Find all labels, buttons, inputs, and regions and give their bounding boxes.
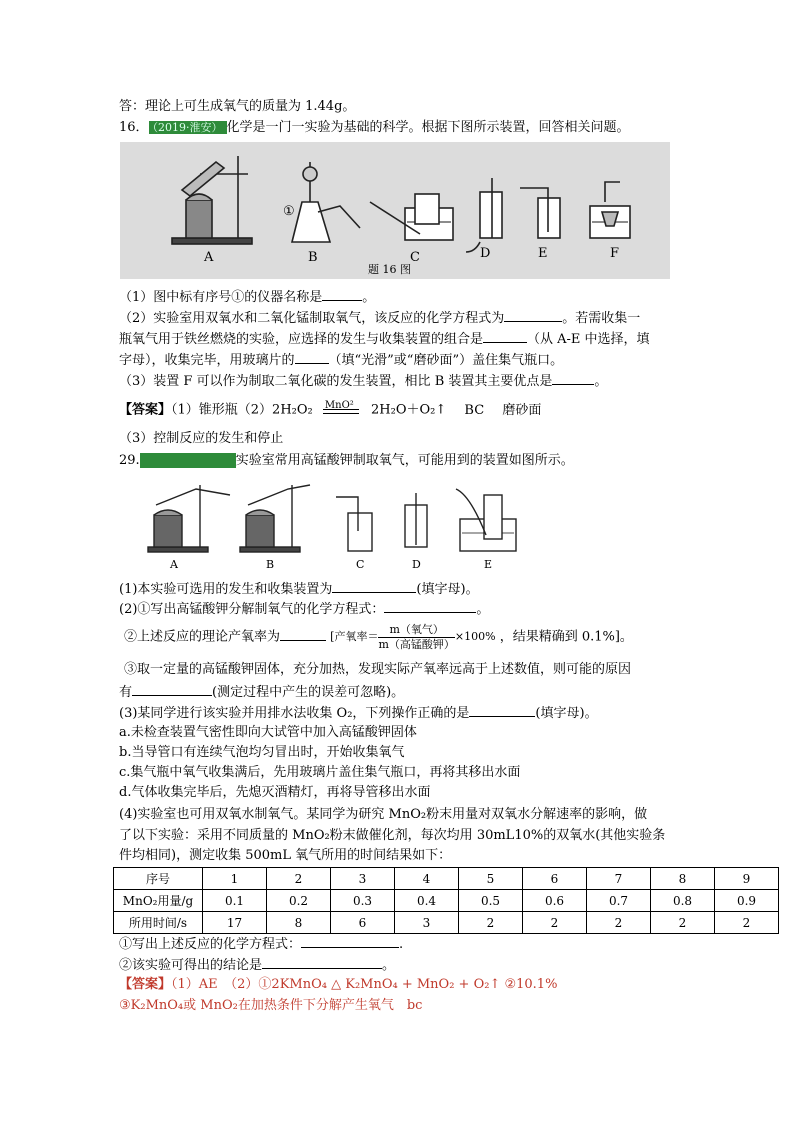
q29-q4-1-text: ①写出上述反应的化学方程式：: [119, 937, 302, 952]
q29-answer-line1: （1）AE （2）①2KMnO₄ △ K₂MnO₄ + MnO₂ + O₂↑ ②10.1%: [171, 977, 558, 992]
q16-part3: [119, 370, 607, 392]
q16-part2c-text: 字母），收集完毕，用玻璃片的: [119, 353, 295, 368]
q29-formula-numerator: m（氧气）: [378, 623, 454, 638]
table-cell: 4: [395, 868, 459, 890]
table-cell: 5: [459, 868, 523, 890]
q16-answer: [119, 400, 541, 421]
q29-source-tag: [140, 453, 236, 468]
q29-answer: [119, 975, 557, 995]
q16-part2c: [119, 349, 563, 371]
table-header-mass: MnO₂用量/g: [114, 890, 203, 912]
q16-apparatus-drawing: [120, 142, 670, 279]
table-cell: 6: [331, 912, 395, 934]
q29-part2b: [124, 622, 633, 653]
table-cell: 7: [587, 868, 651, 890]
q29-part4-line1: (4)实验室也可用双氧水制氧气。某同学为研究 MnO₂粉末用量对双氧水分解速率的影响，做: [119, 807, 648, 822]
table-cell: 2: [587, 912, 651, 934]
q29-part1-end: (填字母)。: [416, 582, 479, 597]
q29-part2d-text: 有: [119, 685, 133, 700]
q29-formula-tail: ×100%: [454, 630, 496, 643]
previous-answer: 答：理论上可生成氧气的质量为 1.44g。: [119, 99, 356, 114]
table-row-time: [114, 912, 779, 934]
q29-reason-blank[interactable]: [132, 681, 212, 696]
q16-catalyst-arrow: [323, 400, 361, 420]
table-cell: 0.6: [523, 890, 587, 912]
q16-catalyst: MnO²: [324, 400, 354, 411]
q16-label-e: E: [538, 246, 548, 261]
q16-part3-text: （3）装置 F 可以作为制取二氧化碳的发生装置，相比 B 装置其主要优点是: [119, 374, 553, 389]
q29-q4-2-text: ②该实验可得出的结论是: [119, 958, 263, 973]
table-cell: 0.1: [203, 890, 267, 912]
q29-part2-equation-blank[interactable]: [384, 598, 476, 613]
q16-part2a: [119, 307, 640, 329]
table-cell: 0.5: [459, 890, 523, 912]
q16-label-f: F: [610, 246, 620, 261]
table-cell: 0.2: [267, 890, 331, 912]
q29-part3-end: (填字母)。: [535, 706, 598, 721]
table-cell: 8: [267, 912, 331, 934]
q16-part2c-end: （填“光滑”或“磨砂面”）盖住集气瓶口。: [328, 353, 564, 368]
q29-formula-denominator: m（高锰酸钾）: [378, 637, 455, 651]
q16-number: 16．: [119, 120, 149, 135]
q29-option-d: d.气体收集完毕后，先熄灭酒精灯，再将导管移出水面: [119, 785, 431, 800]
q16-answer-surface: 磨砂面: [502, 402, 542, 418]
q16-apparatus-figure: [120, 142, 670, 279]
q16-marker-1: ①: [283, 204, 295, 219]
q16-label-b: B: [308, 250, 318, 265]
q16-part2a-text: （2）实验室用双氧水和二氧化锰制取氧气，该反应的化学方程式为: [119, 311, 505, 326]
q29-part1: [119, 578, 479, 600]
table-cell: 2: [267, 868, 331, 890]
q29-option-a: a.未检查装置气密性即向大试管中加入高锰酸钾固体: [119, 725, 417, 740]
q29-q4-2-end: 。: [382, 958, 396, 973]
q16-part2-surface-blank[interactable]: [295, 349, 329, 364]
q29-q4-2-blank[interactable]: [262, 954, 382, 969]
q16-answer-part1: （1）锥形瓶（2）2H₂O₂: [171, 402, 313, 418]
table-cell: 0.4: [395, 890, 459, 912]
q29-label-d: D: [412, 558, 421, 571]
table-cell: 3: [395, 912, 459, 934]
q29-label-a: A: [170, 558, 178, 571]
q16-part2b: [119, 328, 650, 350]
q29-part3: [119, 702, 598, 724]
q29-stem: [119, 451, 574, 471]
table-cell: 0.8: [651, 890, 715, 912]
q16-part1-end: 。: [362, 290, 376, 305]
q16-part3-end: 。: [594, 374, 608, 389]
q29-formula-lhs: [产氧率＝: [330, 630, 379, 643]
q16-answer-bc: BC: [464, 402, 485, 418]
q29-apparatus-figure: [140, 475, 540, 575]
q29-part3-blank[interactable]: [469, 702, 535, 717]
q29-q4-1-end: .: [399, 937, 404, 952]
q16-part3-blank[interactable]: [552, 370, 594, 385]
q16-part2b-end: （从 A-E 中选择，填: [527, 332, 650, 347]
q16-part1-text: （1）图中标有序号①的仪器名称是: [119, 290, 323, 305]
q16-stem: [119, 118, 630, 138]
q29-q4-1: [119, 933, 403, 955]
q29-part2c: ③取一定量的高锰酸钾固体，充分加热，发现实际产氧率远高于上述数值，则可能的原因: [124, 662, 632, 677]
q16-part2-equation-blank[interactable]: [504, 307, 562, 322]
q16-part2-combo-blank[interactable]: [483, 328, 527, 343]
table-cell: 2: [715, 912, 779, 934]
q29-part1-blank[interactable]: [332, 578, 416, 593]
table-cell: 2: [523, 912, 587, 934]
table-cell: 2: [651, 912, 715, 934]
q29-formula-fraction: [378, 623, 454, 652]
q29-answer-label: 【答案】: [119, 977, 172, 992]
q29-q4-1-blank[interactable]: [301, 933, 399, 948]
q29-yield-formula: [330, 622, 378, 652]
q29-option-b: b.当导管口有连续气泡均匀冒出时，开始收集氧气: [119, 745, 405, 760]
q16-label-c: C: [410, 250, 420, 265]
table-cell: 2: [459, 912, 523, 934]
q16-stem-text: 化学是一门一实验为基础的科学。根据下图所示装置，回答相关问题。: [226, 120, 630, 135]
q29-option-c: c.集气瓶中氧气收集满后，先用玻璃片盖住集气瓶口，再将其移出水面: [119, 765, 521, 780]
q29-part2d-end: (测定过程中产生的误差可忽略)。: [212, 685, 405, 700]
q16-part2a-end: 。若需收集一: [562, 311, 641, 326]
q29-part2-text: (2)①写出高锰酸钾分解制氧气的化学方程式：: [119, 602, 385, 617]
q29-stem-text: 实验室常用高锰酸钾制取氧气，可能用到的装置如图所示。: [235, 453, 574, 468]
q16-part2b-text: 瓶氧气用于铁丝燃烧的实验，应选择的发生与收集装置的组合是: [119, 332, 484, 347]
table-header-time: 所用时间/s: [114, 912, 203, 934]
q29-part2-end: 。: [476, 602, 490, 617]
table-row-mass: [114, 890, 779, 912]
q29-part2b-end: ，结果精确到 0.1%]。: [499, 629, 633, 645]
q29-part4-line2: 了以下实验：采用不同质量的 MnO₂粉末做催化剂，每次均用 30mL10%的双氧水(其他实验条: [119, 828, 666, 843]
table-cell: 0.3: [331, 890, 395, 912]
q16-source-tag: （2019·淮安）: [149, 121, 227, 134]
q29-part2b-text: ②上述反应的理论产氧率为: [124, 629, 281, 645]
q29-part2: [119, 598, 489, 620]
q29-answer-line2: ③K₂MnO₄或 MnO₂在加热条件下分解产生氧气 bc: [119, 998, 423, 1013]
table-cell: 6: [523, 868, 587, 890]
q16-answer-products: 2H₂O＋O₂↑: [371, 402, 447, 418]
q29-label-b: B: [266, 558, 275, 571]
mno2-data-table: [113, 867, 779, 934]
table-cell: 8: [651, 868, 715, 890]
table-cell: 0.9: [715, 890, 779, 912]
q16-part1: [119, 286, 375, 308]
table-header-serial: 序号: [114, 868, 203, 890]
q29-yield-blank[interactable]: [280, 626, 326, 641]
q16-answer-part3: （3）控制反应的发生和停止: [119, 431, 284, 446]
q29-number: 29.: [119, 453, 140, 468]
q29-part3-text: (3)某同学进行该实验并用排水法收集 O₂，下列操作正确的是: [119, 706, 470, 721]
q29-q4-2: [119, 954, 395, 976]
q29-part1-text: (1)本实验可选用的发生和收集装置为: [119, 582, 333, 597]
q16-part1-blank[interactable]: [322, 286, 362, 301]
q29-part4-line3: 件均相同)，测定收集 500mL 氧气所用的时间结果如下：: [119, 848, 452, 863]
q29-apparatus-drawing: [140, 475, 540, 575]
table-row-serial: [114, 868, 779, 890]
table-cell: 3: [331, 868, 395, 890]
q16-answer-label: 【答案】: [119, 402, 172, 418]
q29-label-c: C: [356, 558, 365, 571]
table-cell: 9: [715, 868, 779, 890]
table-cell: 17: [203, 912, 267, 934]
q16-label-a: A: [204, 250, 214, 265]
q29-part2d: [119, 681, 404, 703]
q16-label-d: D: [480, 246, 491, 261]
table-cell: 0.7: [587, 890, 651, 912]
table-cell: 1: [203, 868, 267, 890]
q29-label-e: E: [484, 558, 493, 571]
q16-figure-caption: 题 16 图: [368, 263, 411, 276]
